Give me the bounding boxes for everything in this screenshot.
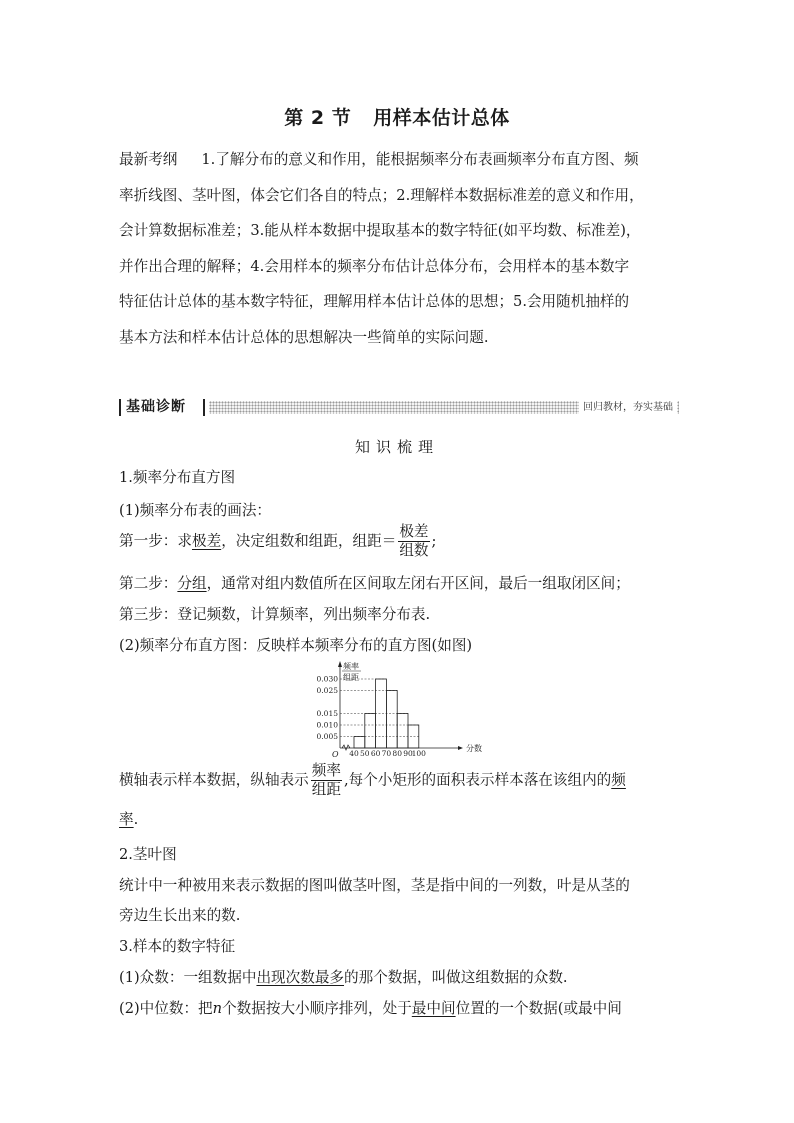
- x-tick-label: 40: [349, 749, 359, 758]
- banner-label: 基础诊断: [126, 399, 186, 415]
- histogram-chart: [308, 660, 483, 760]
- underlined-term: 频: [611, 771, 626, 789]
- outline-line: 特征估计总体的基本数字特征，理解用样本估计总体的思想；5.会用随机抽样的: [119, 293, 630, 310]
- x-tick-label: 70: [381, 749, 392, 758]
- x-tick-label: 60: [370, 749, 381, 758]
- stem-leaf-text: 统计中一种被用来表示数据的图叫做茎叶图，茎是指中间的一列数，叶是从茎的: [119, 877, 630, 894]
- outline-line: 率折线图、茎叶图，体会它们各自的特点；2.理解样本数据标准差的意义和作用，: [119, 186, 644, 204]
- histogram-figure: [308, 660, 483, 760]
- outline-line: 基本方法和样本估计总体的思想解决一些简单的实际问题.: [119, 328, 489, 346]
- histogram-description-cont: 率.: [119, 811, 139, 828]
- stem-leaf-text: 旁边生长出来的数.: [119, 907, 241, 924]
- step-1: 第一步：求极差，决定组数和组距，组距＝ $\frac{\text{极差}}{\text{组数}}$ ;: [119, 523, 437, 559]
- x-axis-arrow: [458, 746, 463, 750]
- histogram-description: 横轴表示样本数据，纵轴表示 $\frac{\text{频率}}{\text{组距}}$ ,每个小矩形的面积表示样本落在该组内的频: [119, 762, 626, 798]
- origin-label: O: [332, 750, 339, 759]
- subheading-1: (1)频率分布表的画法：: [119, 502, 272, 519]
- page-title: [0, 103, 794, 130]
- section-title-text: 用样本估计总体: [373, 107, 510, 129]
- outline-lead: 最新考纲: [119, 151, 178, 168]
- y-tick-label: 0.005: [316, 732, 338, 741]
- y-tick-label: 0.010: [316, 720, 338, 730]
- outline-line: 最新考纲 1.了解分布的意义和作用，能根据频率分布表画频率分布直方图、频: [119, 151, 639, 168]
- x-tick-label: 90: [403, 749, 413, 758]
- heading-1: 1.频率分布直方图: [119, 469, 236, 486]
- y-tick-label: 0.025: [316, 686, 338, 695]
- fraction: $\frac{\text{极差}}{\text{组数}}$: [399, 523, 429, 559]
- underlined-term: 分组: [177, 575, 207, 592]
- y-tick-label: 0.015: [316, 709, 338, 718]
- heading-2: 2.茎叶图: [119, 846, 177, 863]
- y-axis-label-numerator: 频率: [343, 662, 359, 671]
- fraction: $\frac{\text{频率}}{\text{组距}}$: [311, 762, 341, 798]
- underlined-term: 极差: [191, 532, 222, 550]
- mode-definition: (1)众数：一组数据中出现次数最多的那个数据，叫做这组数据的众数.: [119, 969, 568, 986]
- section-number: 第 2 节: [284, 107, 352, 129]
- banner-left-bar: [119, 399, 121, 416]
- underlined-term: 出现次数最多: [256, 969, 345, 986]
- underlined-term: 最中间: [411, 1000, 456, 1017]
- outline-line: 并作出合理的解释；4.会用样本的频率分布估计总体分布，会用样本的基本数字: [119, 257, 630, 275]
- y-axis-label-denominator: 组距: [343, 673, 359, 682]
- step-3: 第三步：登记频数，计算频率，列出频率分布表.: [119, 606, 431, 623]
- underlined-term: 率: [119, 811, 134, 828]
- x-tick-label: 50: [360, 749, 370, 758]
- histogram-bar: [376, 679, 387, 748]
- x-tick-label: 100: [411, 749, 426, 758]
- heading-3: 3.样本的数字特征: [119, 938, 236, 955]
- x-axis-label: 分数: [466, 744, 482, 753]
- banner-right-tag: 回归教材，夯实基础: [579, 400, 677, 415]
- syllabus-outline: [119, 142, 675, 355]
- banner-divider: [203, 399, 205, 416]
- step-2: 第二步：分组，通常对组内数值所在区间取左闭右开区间，最后一组取闭区间；: [119, 575, 630, 592]
- y-axis-arrow: [338, 661, 342, 667]
- y-tick-label: 0.030: [316, 674, 338, 684]
- histogram-bar: [365, 714, 376, 749]
- histogram-bar: [354, 737, 365, 749]
- subheading-2: (2)频率分布直方图：反映样本频率分布的直方图(如图): [119, 637, 473, 654]
- section-banner: [119, 398, 679, 417]
- subsection-title: 知识梳理: [354, 438, 439, 456]
- outline-line: 会计算数据标准差；3.能从样本数据中提取基本的数字特征(如平均数、标准差)，: [119, 222, 641, 239]
- histogram-bar: [397, 714, 408, 749]
- x-tick-label: 80: [392, 749, 402, 758]
- histogram-bar: [386, 691, 397, 749]
- median-definition: (2)中位数：把n个数据按大小顺序排列，处于最中间位置的一个数据(或最中间: [119, 1000, 622, 1017]
